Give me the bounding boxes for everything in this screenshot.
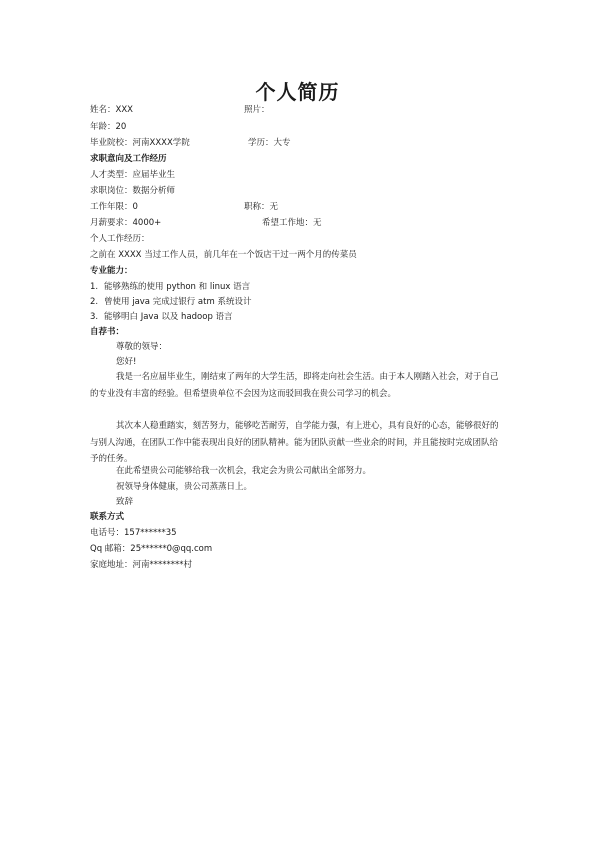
skill-item xyxy=(90,282,250,293)
paragraph-text: 我是一名应届毕业生，刚结束了两年的大学生活，即将走向社会生活。由于本人刚踏入社会，对于自己的专业没有丰富的经验。但希望贵单位不会因为这而驳回我在贵公司学习的机会。 xyxy=(90,372,499,399)
skill-item xyxy=(90,312,233,323)
name-field: 姓名：XXX xyxy=(90,105,133,115)
age-field: 年龄：20 xyxy=(90,122,127,132)
education-field: 学历：大专 xyxy=(248,138,291,148)
work-experience-label: 个人工作经历： xyxy=(90,234,150,244)
salary-field: 月薪要求：4000+ xyxy=(90,218,162,228)
skill-text: 能够熟练的使用 python 和 linux 语言 xyxy=(104,282,251,292)
work-years-field: 工作年限：0 xyxy=(90,202,138,212)
job-direction-heading: 求职意向及工作经历 xyxy=(90,154,167,164)
skills-heading: 专业能力： xyxy=(90,266,133,276)
work-experience-text: 之前在 XXXX 当过工作人员，前几年在一个饭店干过一两个月的传菜员 xyxy=(90,250,357,260)
skill-text: 能够明白 Java 以及 hadoop 语言 xyxy=(104,312,233,322)
phone-field: 电话号：157******35 xyxy=(90,528,177,538)
talent-type-field: 人才类型：应届毕业生 xyxy=(90,170,176,180)
contact-heading: 联系方式 xyxy=(90,512,125,522)
cover-letter-paragraph-3: 在此希望贵公司能够给我一次机会，我定会为贵公司献出全部努力。 xyxy=(116,466,372,476)
skill-text: 曾使用 java 完成过银行 atm 系统设计 xyxy=(104,297,252,307)
cover-letter-heading: 自荐书： xyxy=(90,327,125,337)
photo-label: 照片： xyxy=(244,105,270,115)
cover-letter-greeting: 您好! xyxy=(116,357,137,367)
school-field: 毕业院校：河南XXXX学院 xyxy=(90,138,190,148)
skill-number: 1. xyxy=(90,282,99,292)
target-position-field: 求职岗位：数据分析师 xyxy=(90,186,176,196)
cover-letter-closing: 致辞 xyxy=(116,497,134,507)
cover-letter-paragraph-2 xyxy=(90,418,506,468)
page-title: 个人简历 xyxy=(255,80,340,104)
skill-number: 3. xyxy=(90,312,99,322)
home-address-field: 家庭地址：河南********村 xyxy=(90,560,193,570)
paragraph-text: 其次本人稳重踏实，刻苦努力，能够吃苦耐劳，自学能力强，有上进心，具有良好的心态，能够很好的与别人沟通，在团队工作中能表现出良好的团队精神。能为团队贡献一些业余的时间，并且能按时完成团队给予的任务。 xyxy=(90,421,499,464)
title-rank-field: 职称：无 xyxy=(244,202,279,212)
cover-letter-salutation: 尊敬的领导： xyxy=(116,342,168,352)
cover-letter-paragraph-1 xyxy=(90,369,506,402)
skill-item xyxy=(90,297,251,308)
cover-letter-paragraph-4: 祝领导身体健康，贵公司蒸蒸日上。 xyxy=(116,482,253,492)
work-location-field: 希望工作地：无 xyxy=(262,218,322,228)
skill-number: 2. xyxy=(90,297,99,307)
qq-email-field: Qq 邮箱：25******0@qq.com xyxy=(90,544,213,554)
